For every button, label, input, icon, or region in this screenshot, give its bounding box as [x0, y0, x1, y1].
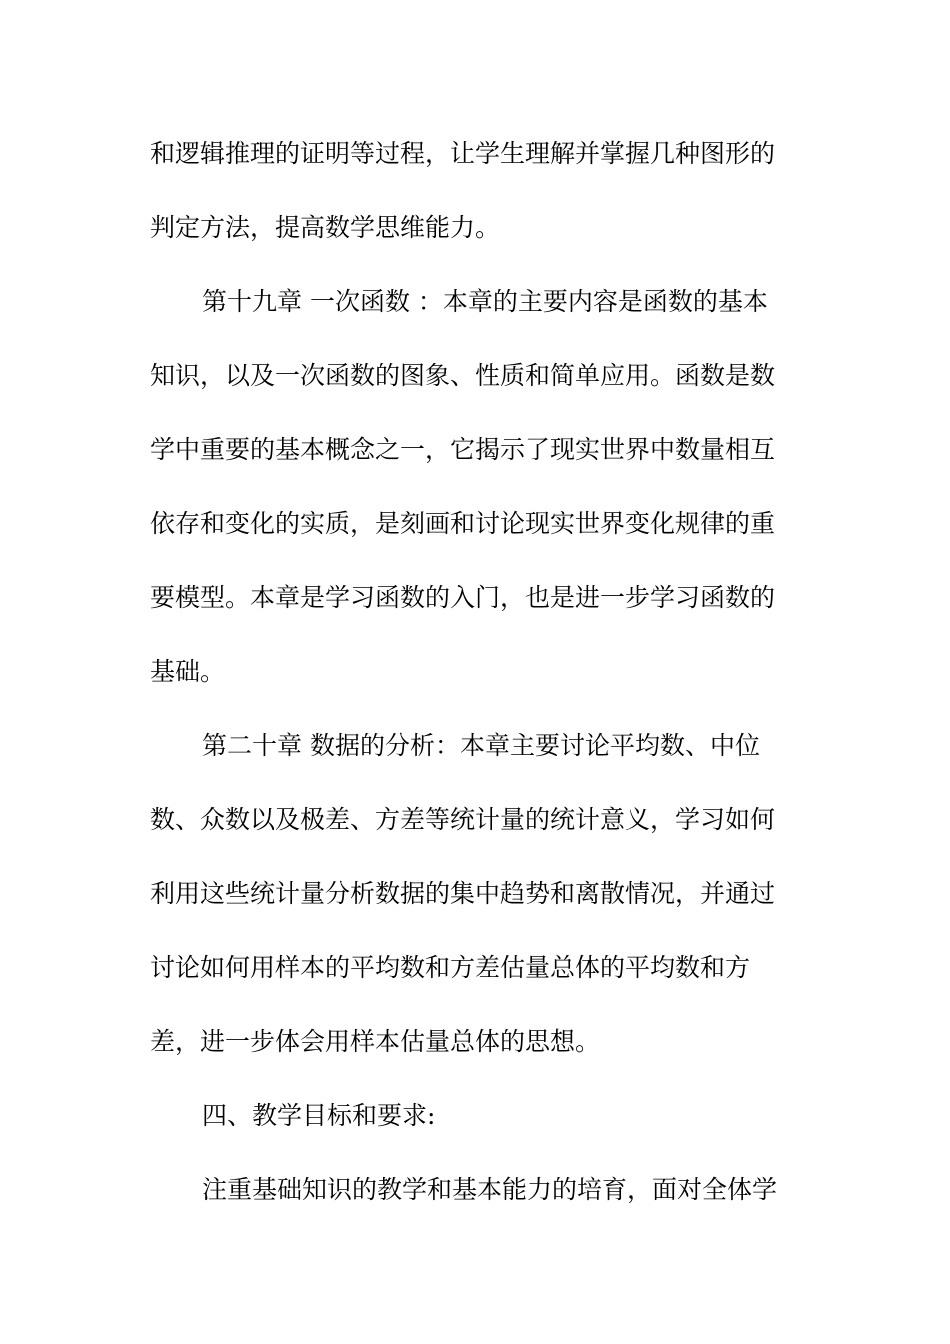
paragraph-line: 判定方法，提高数学思维能力。 [150, 213, 501, 242]
paragraph-line: 依存和变化的实质，是刻画和讨论现实世界变化规律的重 [150, 509, 776, 538]
paragraph-line: 数、众数以及极差、方差等统计量的统计意义，学习如何 [150, 805, 776, 834]
paragraph-line: 要模型。本章是学习函数的入门，也是进一步学习函数的 [150, 583, 776, 612]
paragraph-line: 和逻辑推理的证明等过程，让学生理解并掌握几种图形的 [150, 139, 776, 168]
paragraph-line: 注重基础知识的教学和基本能力的培育，面对全体学 [202, 1175, 778, 1204]
chapter-19-heading-line: 第十九章 一次函数 ：本章的主要内容是函数的基本 [202, 287, 768, 316]
chapter-20-heading-line: 第二十章 数据的分析：本章主要讨论平均数、中位 [202, 731, 760, 760]
section-heading: 四、教学目标和要求: [202, 1101, 436, 1130]
paragraph-line: 差，进一步体会用样本估量总体的思想。 [150, 1027, 601, 1056]
paragraph-line: 讨论如何用样本的平均数和方差估量总体的平均数和方 [150, 953, 751, 982]
paragraph-line: 基础。 [150, 657, 226, 686]
paragraph-line: 利用这些统计量分析数据的集中趋势和离散情况，并通过 [150, 879, 776, 908]
paragraph-line: 学中重要的基本概念之一，它揭示了现实世界中数量相互 [150, 435, 776, 464]
paragraph-line: 知识，以及一次函数的图象、性质和简单应用。函数是数 [150, 361, 776, 390]
